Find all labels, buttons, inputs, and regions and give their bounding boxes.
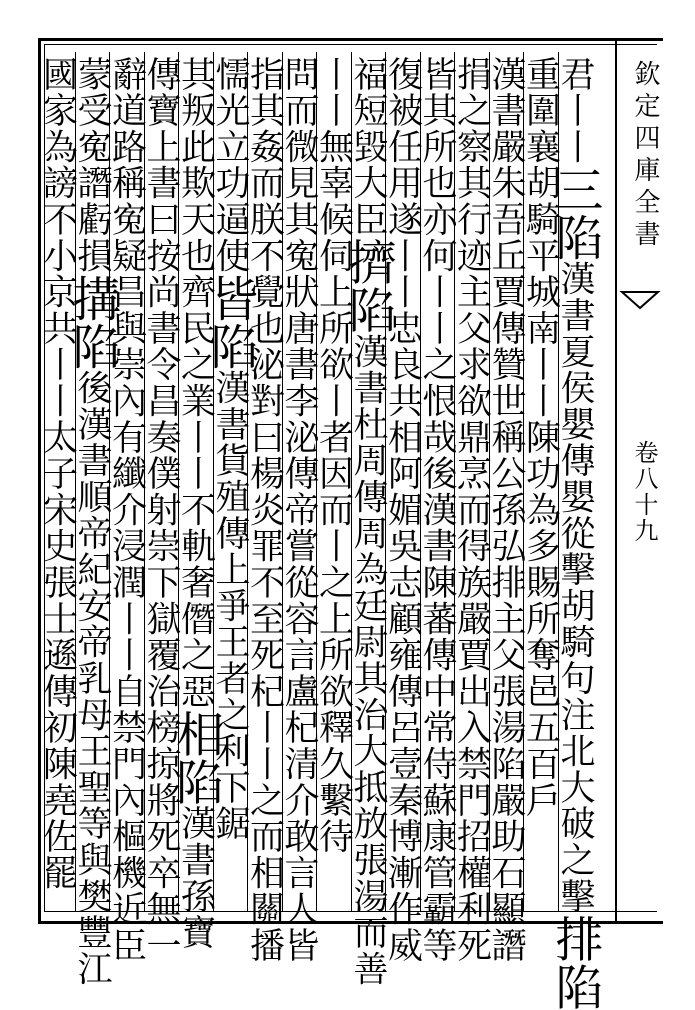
volume-label: 卷八十九 (630, 440, 658, 544)
column-text: 漢書嚴朱吾丘賈傳贊世稱公孫弘排主父張湯陷嚴助石顯譖 (486, 56, 526, 964)
column-text: 候伺上所欲丨者因而丨之上所欲釋久繫待 (313, 201, 354, 855)
column-text: 漢書貨殖傳上爭王者之利下鋸 (210, 369, 250, 842)
entry-heading: 搆陷 (64, 273, 120, 370)
column-text: 君丨丨 (555, 56, 595, 165)
text-column (37, 56, 79, 908)
column-text: 漢書夏侯嬰傳嬰從擊胡騎句注北大破之擊 (555, 260, 595, 915)
entry-heading: 排陷 (547, 914, 603, 1010)
entry-heading: 擠陷 (340, 237, 396, 334)
margin-line (615, 38, 617, 922)
entry-heading: 相陷 (167, 709, 224, 806)
column-text: 懦光立功逼使 (210, 56, 250, 274)
column-text: 福短毀大臣 (348, 56, 388, 238)
column-text: 捐之察其行迹主父求欲鼎烹而得族嚴賈出入禁門招權利死 (451, 56, 492, 964)
column-text: 漢書杜周傳周為廷尉其治大抵放張湯而善 (348, 333, 388, 987)
column-text: 指其姦而朕不覺也泌對曰楊炎罪不至死杞丨丨之而相關播 (244, 56, 285, 964)
column-text: 復被任用遂丨丨忠良共相阿媚吳志顧雍傳呂壹秦博漸作威 (382, 56, 423, 964)
column-text: 後漢書順帝紀安帝乳母王聖等與樊豐江 (72, 369, 112, 987)
column-text: 蒙受寃譖虧損 (72, 56, 112, 274)
column-text: 漢書 (175, 805, 216, 879)
column-text: 丨丨無辜 (313, 56, 354, 202)
column-text: 國家為謗不小 (37, 56, 78, 274)
column-text: 京共丨丨太子宋史張士遜傳初陳堯佐罷 (37, 273, 78, 891)
entry-heading: 皆陷 (202, 273, 258, 370)
column-text: 傳寶上書曰按尚書令昌奏僕射崇下獄覆治榜掠將死卒無一 (141, 56, 181, 964)
entry-heading: 三陷 (547, 164, 603, 261)
column-text: 皆其所也亦何丨丨之恨哉後漢書陳蕃傳中常侍蘇康管霸等 (417, 56, 457, 964)
column-text: 其叛此欺天也 (175, 56, 216, 274)
header-banner: 欽定四庫全書 (630, 60, 660, 252)
column-text: 齊民之業丨丨不軌奢僭之惡 (175, 273, 216, 710)
column-text: 胡騎平城南丨丨陳功為多賜所奪邑五百戶 (520, 164, 561, 819)
fish-tail-icon (620, 290, 660, 310)
column-text: 重圍襄 (520, 56, 561, 165)
column-text: 問而微見其寃狀唐書李泌傳帝嘗從容言盧杞清介敢言人皆 (279, 56, 319, 964)
column-text: 孫寶 (175, 878, 216, 951)
column-text: 辭道路稱寃疑昌與崇內有纖介浸潤丨丨自禁門內樞機近臣 (106, 56, 147, 964)
